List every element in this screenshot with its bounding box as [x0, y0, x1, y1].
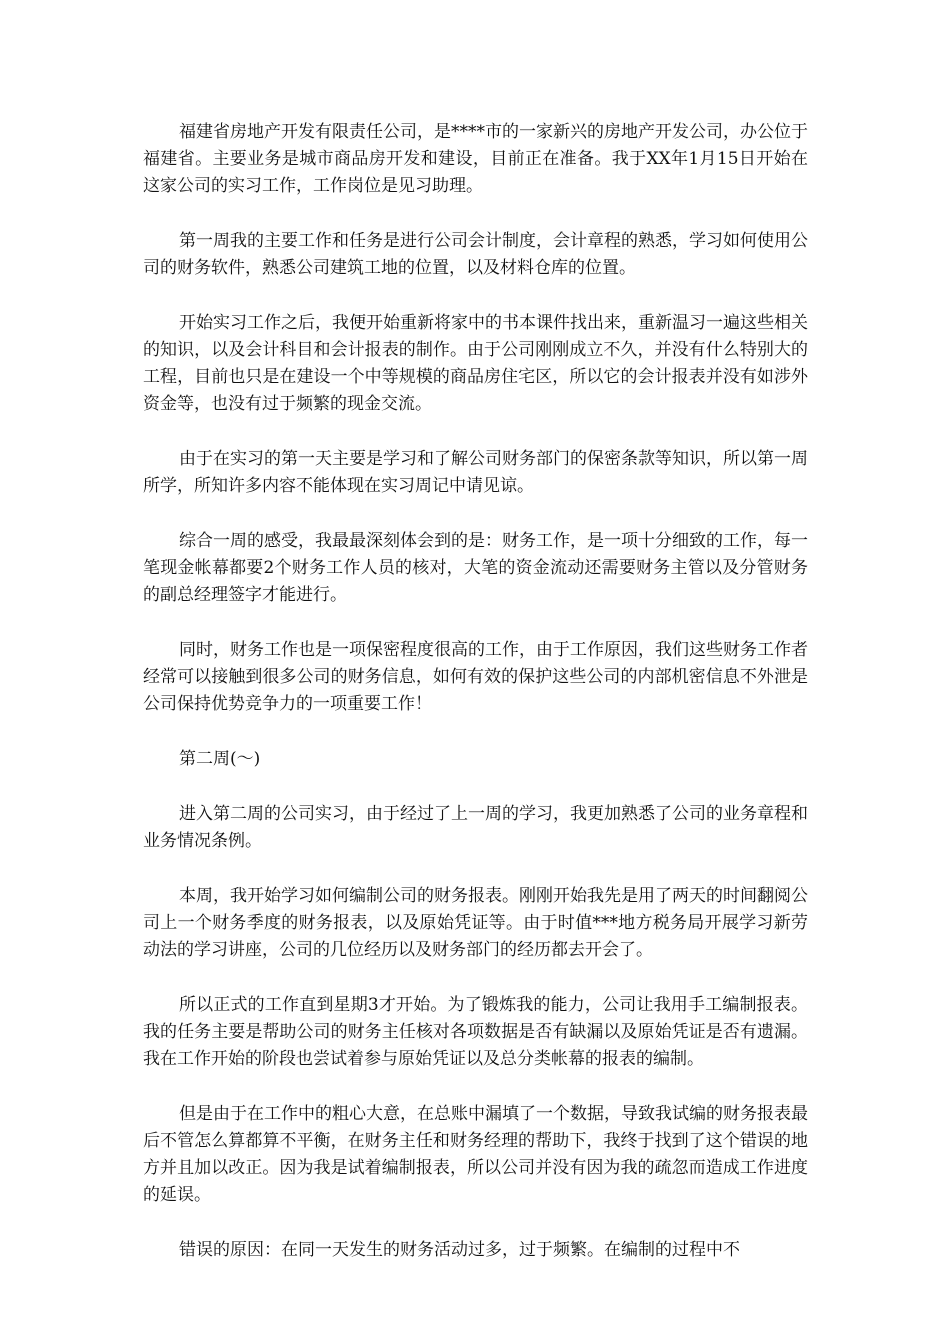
paragraph-7: 进入第二周的公司实习，由于经过了上一周的学习，我更加熟悉了公司的业务章程和业务情况条例。	[143, 804, 808, 851]
paragraph-4: 由于在实习的第一天主要是学习和了解公司财务部门的保密条款等知识，所以第一周所学，所知许多内容不能体现在实习周记中请见谅。	[143, 449, 808, 496]
paragraph-1: 福建省房地产开发有限责任公司，是****市的一家新兴的房地产开发公司，办公位于福建省。主要业务是城市商品房开发和建设，目前正在准备。我于XX年1月15日开始在这家公司的实习工作，工作岗位是见习助理。	[143, 122, 808, 196]
paragraph-11: 错误的原因：在同一天发生的财务活动过多，过于频繁。在编制的过程中不	[179, 1240, 740, 1260]
paragraph-10: 但是由于在工作中的粗心大意，在总账中漏填了一个数据，导致我试编的财务报表最后不管怎么算都算不平衡，在财务主任和财务经理的帮助下，我终于找到了这个错误的地方并且加以改正。因为我是试着编制报表，所以公司并没有因为我的疏忽而造成工作进度的延误。	[143, 1104, 808, 1205]
section-heading-week-2: 第二周(～)	[179, 749, 261, 769]
paragraph-5: 综合一周的感受，我最最深刻体会到的是：财务工作，是一项十分细致的工作，每一笔现金帐幕都要2个财务工作人员的核对，大笔的资金流动还需要财务主管以及分管财务的副总经理签字才能进行。	[143, 531, 808, 605]
paragraph-8: 本周，我开始学习如何编制公司的财务报表。刚刚开始我先是用了两天的时间翻阅公司上一个财务季度的财务报表，以及原始凭证等。由于时值***地方税务局开展学习新劳动法的学习讲座，公司的几位经历以及财务部门的经历都去开会了。	[143, 886, 808, 960]
document-body	[143, 119, 808, 1264]
paragraph-9: 所以正式的工作直到星期3才开始。为了锻炼我的能力，公司让我用手工编制报表。我的任务主要是帮助公司的财务主任核对各项数据是否有缺漏以及原始凭证是否有遗漏。我在工作开始的阶段也尝试着参与原始凭证以及总分类帐幕的报表的编制。	[143, 995, 808, 1069]
paragraph-2: 第一周我的主要工作和任务是进行公司会计制度，会计章程的熟悉，学习如何使用公司的财务软件，熟悉公司建筑工地的位置，以及材料仓库的位置。	[143, 231, 808, 278]
paragraph-3: 开始实习工作之后，我便开始重新将家中的书本课件找出来，重新温习一遍这些相关的知识，以及会计科目和会计报表的制作。由于公司刚刚成立不久，并没有什么特别大的工程，目前也只是在建设一个中等规模的商品房住宅区，所以它的会计报表并没有如涉外资金等，也没有过于频繁的现金交流。	[143, 313, 808, 414]
paragraph-6: 同时，财务工作也是一项保密程度很高的工作，由于工作原因，我们这些财务工作者经常可以接触到很多公司的财务信息，如何有效的保护这些公司的内部机密信息不外泄是公司保持优势竞争力的一项重要工作！	[143, 640, 808, 714]
